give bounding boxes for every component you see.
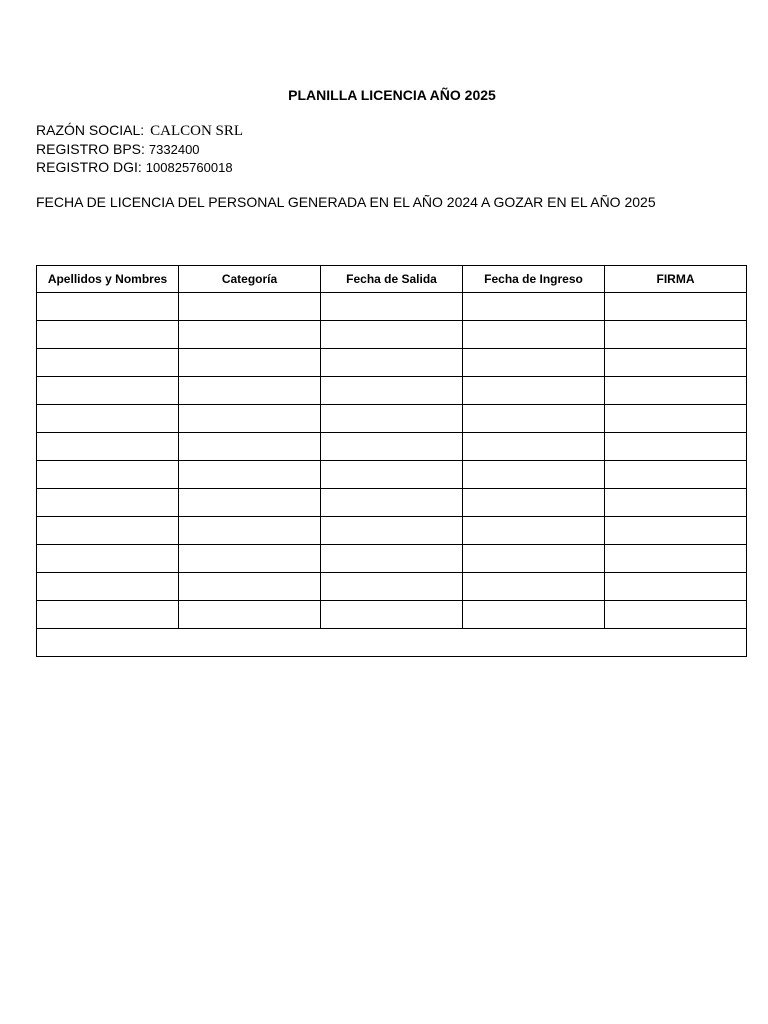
column-header-fecha-salida: Fecha de Salida [321,266,463,293]
registro-dgi-label: REGISTRO DGI: [36,159,142,175]
table-cell[interactable] [463,601,605,629]
column-header-categoria: Categoría [179,266,321,293]
table-cell[interactable] [463,461,605,489]
table-cell[interactable] [179,489,321,517]
table-row [37,405,747,433]
table-cell[interactable] [463,545,605,573]
table-cell[interactable] [463,517,605,545]
table-cell[interactable] [321,489,463,517]
table-cell[interactable] [321,517,463,545]
table-cell[interactable] [463,377,605,405]
table-cell[interactable] [463,433,605,461]
table-cell[interactable] [321,601,463,629]
table-cell[interactable] [37,405,179,433]
table-cell[interactable] [605,517,747,545]
table-row [37,601,747,629]
table-cell[interactable] [321,349,463,377]
table-cell[interactable] [37,321,179,349]
registro-dgi-value: 100825760018 [145,160,233,175]
table-cell[interactable] [463,573,605,601]
registro-bps-label: REGISTRO BPS: [36,141,145,157]
table-cell[interactable] [605,545,747,573]
table-cell[interactable] [463,405,605,433]
description-text: FECHA DE LICENCIA DEL PERSONAL GENERADA EN EL AÑO 2024 A GOZAR EN EL AÑO 2025 [36,194,656,210]
licencia-table [36,265,747,657]
table-cell[interactable] [179,377,321,405]
table-cell[interactable] [37,573,179,601]
table-cell[interactable] [321,573,463,601]
table-cell[interactable] [605,321,747,349]
table-row [37,293,747,321]
table-row [37,545,747,573]
page-title: PLANILLA LICENCIA AÑO 2025 [288,87,496,103]
table-cell[interactable] [605,461,747,489]
table-row [37,573,747,601]
column-header-apellidos: Apellidos y Nombres [37,266,179,293]
table-cell[interactable] [37,377,179,405]
table-row [37,321,747,349]
table-body [37,293,747,657]
table-cell[interactable] [605,433,747,461]
razon-social-value: CALCON SRL [150,123,244,139]
table-cell[interactable] [463,489,605,517]
table-cell[interactable] [179,573,321,601]
table-cell[interactable] [37,433,179,461]
table-cell[interactable] [605,377,747,405]
registro-bps-value: 7332400 [148,142,200,157]
table-cell[interactable] [37,545,179,573]
table-cell[interactable] [179,349,321,377]
table-cell[interactable] [179,461,321,489]
table-cell[interactable] [605,405,747,433]
table-row [37,461,747,489]
table-cell[interactable] [321,433,463,461]
table-cell[interactable] [37,349,179,377]
table-row [37,349,747,377]
table-footer-cell[interactable] [37,629,747,657]
table-row [37,433,747,461]
table-cell[interactable] [321,545,463,573]
column-header-fecha-ingreso: Fecha de Ingreso [463,266,605,293]
table-cell[interactable] [37,601,179,629]
table-cell[interactable] [179,321,321,349]
table-cell[interactable] [179,517,321,545]
table-cell[interactable] [605,573,747,601]
table-cell[interactable] [321,377,463,405]
table-cell[interactable] [605,489,747,517]
table-cell[interactable] [37,517,179,545]
table-header-row [37,266,747,293]
table-row [37,517,747,545]
table-cell[interactable] [321,321,463,349]
table-cell[interactable] [463,349,605,377]
table-cell[interactable] [321,293,463,321]
table-cell[interactable] [463,321,605,349]
table-row [37,489,747,517]
table-cell[interactable] [37,293,179,321]
table-cell[interactable] [463,293,605,321]
razon-social-label: RAZÓN SOCIAL: [36,122,145,138]
table-cell[interactable] [37,461,179,489]
table-cell[interactable] [605,349,747,377]
table-footer-row [37,629,747,657]
table-row [37,377,747,405]
table-cell[interactable] [605,601,747,629]
table-cell[interactable] [37,489,179,517]
table-cell[interactable] [321,461,463,489]
registro-bps-line [36,141,200,157]
table-cell[interactable] [179,293,321,321]
razon-social-line [36,122,243,140]
table-cell[interactable] [605,293,747,321]
table-cell[interactable] [321,405,463,433]
table-cell[interactable] [179,405,321,433]
column-header-firma: FIRMA [605,266,747,293]
table-cell[interactable] [179,545,321,573]
registro-dgi-line [36,159,233,175]
table-cell[interactable] [179,601,321,629]
table-cell[interactable] [179,433,321,461]
